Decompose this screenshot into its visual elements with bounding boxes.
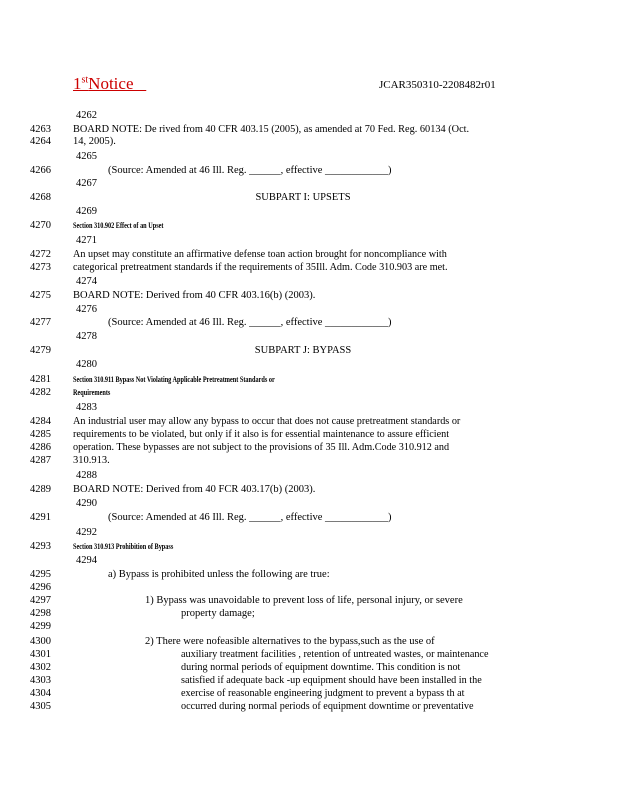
line-number: 4270 bbox=[30, 220, 51, 231]
line-number: 4298 bbox=[30, 608, 51, 619]
notice-number: 1 bbox=[73, 74, 82, 93]
inline-line-number: 4283 bbox=[76, 402, 97, 413]
inline-line-number: 4267 bbox=[76, 178, 97, 189]
section-heading: Section 310.911 Bypass Not Violating Applicable Pretreatment Standards or bbox=[73, 375, 275, 384]
inline-line-number: 4280 bbox=[76, 359, 97, 370]
line-number: 4286 bbox=[30, 442, 51, 453]
subpart-heading: SUBPART J: BYPASS bbox=[254, 345, 352, 356]
section-heading: Section 310.902 Effect of an Upset bbox=[73, 221, 164, 230]
line-number: 4275 bbox=[30, 290, 51, 301]
paragraph-line: An industrial user may allow any bypass to occur that does not cause pretreatment standards or bbox=[73, 416, 461, 427]
list-item-continued: occurred during normal periods of equipment downtime or preventative bbox=[181, 701, 474, 712]
inline-line-number: 4276 bbox=[76, 304, 97, 315]
paragraph-line: An upset may constitute an affirmative defense toan action brought for noncompliance with bbox=[73, 249, 447, 260]
line-number: 4266 bbox=[30, 165, 51, 176]
board-note: BOARD NOTE: Derived from 40 CFR 403.16(b) (2003). bbox=[73, 290, 316, 301]
source-note: (Source: Amended at 46 Ill. Reg. ______, effective ____________) bbox=[108, 512, 392, 523]
line-number: 4272 bbox=[30, 249, 51, 260]
inline-line-number: 4269 bbox=[76, 206, 97, 217]
section-heading-continued: Requirements bbox=[73, 388, 111, 397]
document-id: JCAR350310-2208482r01 bbox=[379, 79, 496, 91]
line-number: 4264 bbox=[30, 136, 51, 147]
notice-suffix: st bbox=[81, 74, 89, 86]
line-number: 4285 bbox=[30, 429, 51, 440]
line-number: 4268 bbox=[30, 192, 51, 203]
subpart-heading: SUBPART I: UPSETS bbox=[255, 192, 351, 203]
line-number: 4284 bbox=[30, 416, 51, 427]
line-number: 4299 bbox=[30, 621, 51, 632]
line-number: 4293 bbox=[30, 541, 51, 552]
notice-label bbox=[73, 74, 146, 94]
list-item-continued: during normal periods of equipment downtime. This condition is not bbox=[181, 662, 461, 673]
source-note: (Source: Amended at 46 Ill. Reg. ______, effective ____________) bbox=[108, 165, 392, 176]
notice-word: Notice bbox=[88, 74, 134, 93]
line-number: 4282 bbox=[30, 387, 51, 398]
line-number: 4291 bbox=[30, 512, 51, 523]
section-heading: Section 310.913 Prohibition of Bypass bbox=[73, 542, 174, 551]
inline-line-number: 4274 bbox=[76, 276, 97, 287]
line-number: 4281 bbox=[30, 374, 51, 385]
list-item-continued: auxiliary treatment facilities , retention of untreated wastes, or maintenance bbox=[181, 649, 489, 660]
list-item-continued: satisfied if adequate back -up equipment should have been installed in the bbox=[181, 675, 482, 686]
line-number: 4263 bbox=[30, 124, 51, 135]
paragraph-line: 310.913. bbox=[73, 455, 110, 466]
board-note: BOARD NOTE: De rived from 40 CFR 403.15 (2005), as amended at 70 Fed. Reg. 60134 (Oct. bbox=[73, 124, 470, 135]
line-number: 4297 bbox=[30, 595, 51, 606]
line-number: 4295 bbox=[30, 569, 51, 580]
line-number: 4296 bbox=[30, 582, 51, 593]
inline-line-number: 4292 bbox=[76, 527, 97, 538]
list-item-continued: property damage; bbox=[181, 608, 255, 619]
paragraph-line: categorical pretreatment standards if the requirements of 35Ill. Adm. Code 310.903 are met. bbox=[73, 262, 448, 273]
line-number: 4301 bbox=[30, 649, 51, 660]
inline-line-number: 4288 bbox=[76, 470, 97, 481]
list-item-continued: exercise of reasonable engineering judgment to prevent a bypass th at bbox=[181, 688, 465, 699]
inline-line-number: 4265 bbox=[76, 151, 97, 162]
line-number: 4287 bbox=[30, 455, 51, 466]
inline-line-number: 4278 bbox=[76, 331, 97, 342]
line-number: 4305 bbox=[30, 701, 51, 712]
board-note-continued: 14, 2005). bbox=[73, 136, 116, 147]
inline-line-number: 4271 bbox=[76, 235, 97, 246]
paragraph-line: requirements to be violated, but only if it also is for essential maintenance to assure efficient bbox=[73, 429, 450, 440]
inline-line-number: 4294 bbox=[76, 555, 97, 566]
line-number: 4302 bbox=[30, 662, 51, 673]
list-item: 2) There were nofeasible alternatives to the bypass,such as the use of bbox=[145, 636, 435, 647]
line-number: 4289 bbox=[30, 484, 51, 495]
inline-line-number: 4262 bbox=[76, 110, 97, 121]
paragraph-line: operation. These bypasses are not subject to the provisions of 35 Ill. Adm.Code 310.912 and bbox=[73, 442, 450, 453]
line-number: 4279 bbox=[30, 345, 51, 356]
line-number: 4273 bbox=[30, 262, 51, 273]
inline-line-number: 4290 bbox=[76, 498, 97, 509]
list-item: 1) Bypass was unavoidable to prevent loss of life, personal injury, or severe bbox=[145, 595, 463, 606]
line-number: 4303 bbox=[30, 675, 51, 686]
line-number: 4304 bbox=[30, 688, 51, 699]
list-item: a) Bypass is prohibited unless the following are true: bbox=[108, 569, 330, 580]
line-number: 4277 bbox=[30, 317, 51, 328]
line-number: 4300 bbox=[30, 636, 51, 647]
board-note: BOARD NOTE: Derived from 40 FCR 403.17(b) (2003). bbox=[73, 484, 316, 495]
source-note: (Source: Amended at 46 Ill. Reg. ______, effective ____________) bbox=[108, 317, 392, 328]
